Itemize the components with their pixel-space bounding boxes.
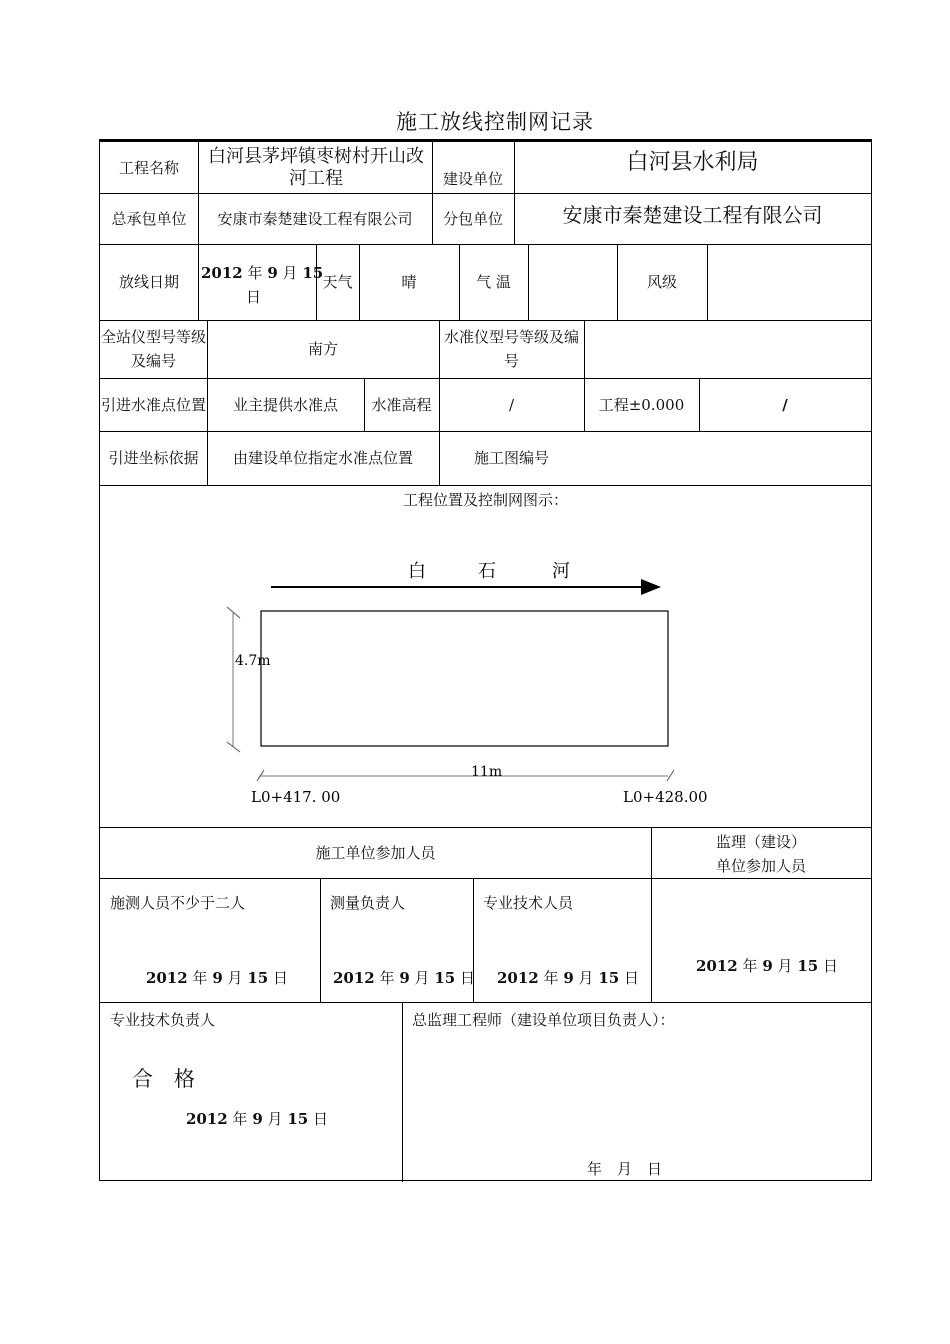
zero-level-value: / — [782, 395, 788, 414]
survey-lead-label: 测量负责人 — [330, 894, 406, 912]
project-name-value: 白河县茅坪镇枣树村开山改河工程 — [208, 145, 424, 189]
start-station: L0+417. 00 — [251, 788, 341, 806]
level-label: 水准仪型号等级及编号 — [443, 328, 579, 370]
total-station-value: 南方 — [307, 340, 338, 358]
contractor-label: 总承包单位 — [111, 209, 187, 228]
construction-personnel-header: 施工单位参加人员 — [315, 843, 436, 862]
survey-lead-date: 2012 年 9 月 15 日 — [333, 969, 476, 987]
surveyors-date: 2012 年 9 月 15 日 — [146, 969, 289, 987]
supervision-header-line1: 监理（建设） — [715, 833, 806, 851]
builder-label: 建设单位 — [442, 169, 503, 188]
benchmark-label: 引进水准点位置 — [100, 395, 206, 414]
zero-level-label: 工程±0.000 — [598, 395, 685, 414]
drawing-number-label: 施工图编号 — [473, 449, 549, 467]
subcontractor-value: 安康市秦楚建设工程有限公司 — [562, 203, 823, 227]
elevation-value: / — [508, 395, 515, 414]
river-name-char-3: 河 — [552, 561, 570, 582]
river-name-char-2: 石 — [478, 561, 496, 582]
wind-label: 风级 — [646, 273, 677, 291]
surveyors-label: 施测人员不少于二人 — [110, 894, 246, 912]
coordinate-basis-label: 引进坐标依据 — [108, 449, 199, 467]
width-label: 11m — [471, 764, 503, 780]
tech-lead-date: 2012 年 9 月 15 日 — [186, 1110, 329, 1128]
tech-lead-label: 专业技术负责人 — [110, 1011, 216, 1029]
weather-value: 晴 — [401, 273, 417, 291]
builder-value: 白河县水利局 — [626, 150, 759, 175]
coordinate-basis-value: 由建设单位指定水准点位置 — [232, 449, 413, 467]
drawing-number-value — [584, 431, 871, 485]
date-label: 放线日期 — [118, 273, 179, 291]
chief-supervisor-label: 总监理工程师（建设单位项目负责人）： — [412, 1011, 675, 1029]
elevation-label: 水准高程 — [371, 395, 432, 414]
project-name-label: 工程名称 — [118, 158, 179, 177]
end-station: L0+428.00 — [623, 788, 708, 806]
verdict: 合 格 — [132, 1067, 195, 1091]
width-tick-right — [667, 770, 674, 781]
chief-supervisor-date: 年 月 日 — [587, 1160, 663, 1178]
weather-label: 天气 — [322, 273, 353, 291]
subcontractor-label: 分包单位 — [442, 209, 503, 228]
wind-value — [707, 244, 871, 320]
temperature-label: 气 温 — [476, 273, 511, 291]
supervision-header-line2: 单位参加人员 — [715, 857, 806, 875]
supervision-date: 2012 年 9 月 15 日 — [696, 957, 839, 975]
contractor-value: 安康市秦楚建设工程有限公司 — [217, 209, 413, 228]
control-network-diagram — [99, 485, 872, 825]
temperature-value — [528, 244, 617, 320]
benchmark-value: 业主提供水准点 — [232, 395, 338, 414]
tech-staff-label: 专业技术人员 — [483, 894, 574, 912]
date-value-line2: 日 — [246, 288, 262, 306]
page-title: 施工放线控制网记录 — [396, 110, 594, 134]
diagram-caption: 工程位置及控制网图示： — [402, 491, 568, 509]
total-station-label: 全站仪型号等级及编号 — [100, 328, 206, 370]
river-name-char-1: 白 — [408, 561, 426, 582]
tech-staff-date: 2012 年 9 月 15 日 — [497, 969, 640, 987]
level-value — [584, 320, 871, 378]
date-value-line1: 2012 年 9 月 15 — [201, 264, 324, 282]
site-rectangle — [261, 611, 668, 746]
height-label: 4.7m — [235, 653, 271, 669]
